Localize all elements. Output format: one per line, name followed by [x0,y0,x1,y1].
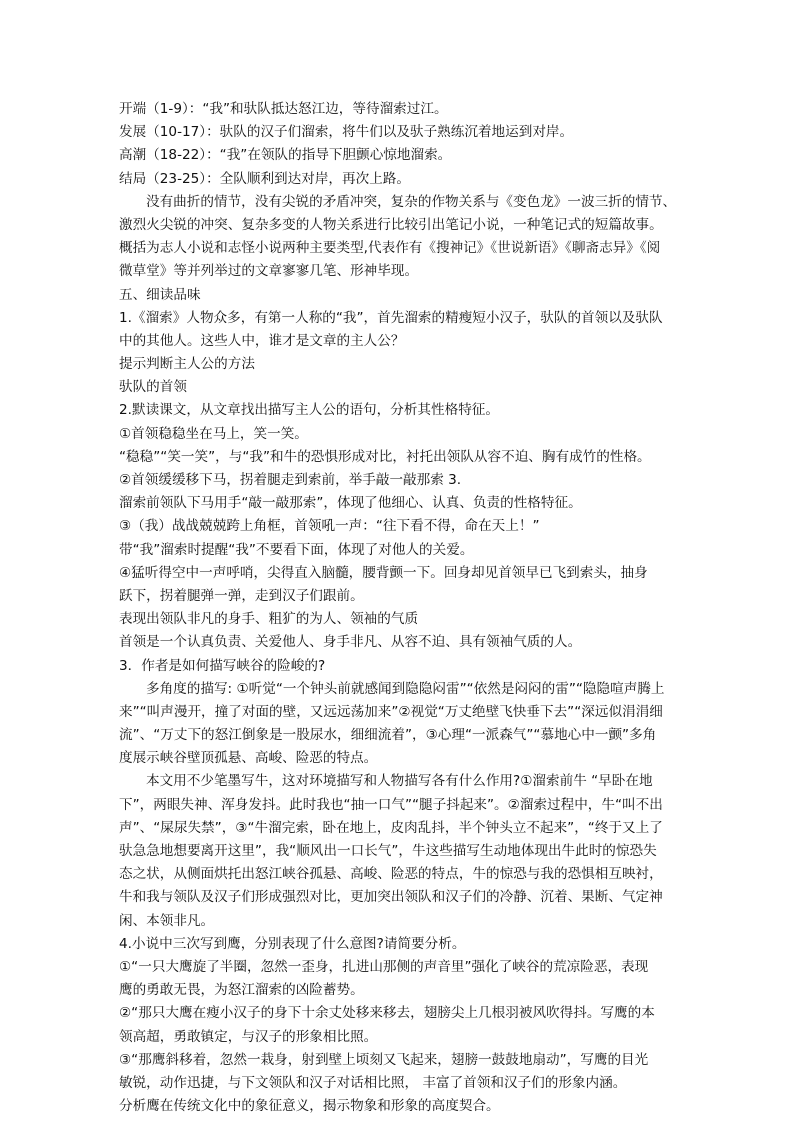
text-line: 发展（10-17）：驮队的汉子们溜索，将牛们以及驮子熟练沉着地运到对岸。 [119,124,574,141]
text-line: 1.《溜索》人物众多，有第一人称的“我”，首先溜索的精瘦短小汉子，驮队的首领以及驮队 [119,309,663,326]
text-line: 下”，两眼失神、浑身发抖。此时我也“抽一口气”“腿子抖起来”。②溜索过程中，牛“叫不出 [119,796,663,813]
text-line: ③（我）战战兢兢跨上角框，首领吼一声：“往下看不得，命在天上！” [119,518,540,535]
text-line: 3．作者是如何描写峡谷的险峻的? [119,657,326,674]
text-line: 领高超，勇敢镇定，与汉子的形象相比照。 [119,1028,378,1045]
text-line: 溜索前领队下马用手“敲一敲那索”，体现了他细心、认真、负责的性格特征。 [119,495,582,512]
text-line: 结局（23-25）：全队顺利到达对岸，再次上路。 [119,170,410,187]
text-line: 敏锐，动作迅捷，与下文领队和汉子对话相比照， 丰富了首领和汉子们的形象内涵。 [119,1074,627,1091]
text-line: 2.默读课文，从文章找出描写主人公的语句，分析其性格特征。 [119,402,499,419]
text-line: 微草堂》等并列举过的文章寥寥几笔、形神毕现。 [119,263,419,280]
text-line: 声”、“屎尿失禁”，③“牛溜完索，卧在地上，皮肉乱抖，半个钟头立不起来”，“终于又上了 [119,819,663,836]
text-line: 鹰的勇敢无畏，为怒江溜索的凶险蓄势。 [119,982,364,999]
text-line: ①“一只大鹰旋了半圈，忽然一歪身，扎进山那侧的声音里”强化了峡谷的荒凉险恶，表现 [119,958,649,975]
text-line: 多角度的描写: ①听觉“一个钟头前就感闻到隐隐闷雷”“依然是闷闷的雷”“隐隐喧声腾上 [146,680,665,697]
text-line: 开端（1-9）：“我”和驮队抵达怒江边，等待溜索过江。 [119,101,448,117]
text-line: 高潮（18-22）：“我”在领队的指导下胆颤心惊地溜索。 [119,147,452,164]
text-line: 中的其他人。这些人中，谁才是文章的主人公？ [119,332,405,349]
text-line: ③“那鹰斜移着，忽然一栽身，射到壁上顷刻又飞起来，翅膀一鼓鼓地扇动”，写鹰的目光 [119,1051,649,1068]
text-line: 没有曲折的情节，没有尖锐的矛盾冲突，复杂的作物关系与《变色龙》一波三折的情节、 [146,193,677,210]
text-line: 表现出领队非凡的身手、粗犷的为人、领袖的气质 [119,611,419,628]
text-line: 跃下，拐着腿弹一弹，走到汉子们跟前。 [119,587,364,604]
text-line: 带“我”溜索时提醒“我”不要看下面，体现了对他人的关爱。 [119,541,474,558]
text-line: 牛和我与领队及汉子们形成强烈对比，更加突出领队和汉子们的冷静、沉着、果断、气定神 [119,889,663,906]
text-line: 驮队的首领 [119,379,187,396]
text-line: “稳稳”“笑一笑”，与“我”和牛的恐惧形成对比，衬托出领队从容不迫、胸有成竹的性格。 [119,448,651,465]
text-line: 五、细读品味 [119,286,201,303]
text-line: 本文用不少笔墨写牛，这对环境描写和人物描写各有什么作用?①溜索前牛 “早卧在地 [146,773,653,790]
text-line: 首领是一个认真负责、关爱他人、身手非凡、从容不迫、具有领袖气质的人。 [119,634,582,651]
text-line: 流”、“万丈下的怒江倒象是一股尿水，细细流着”，③心理“一派森气”“慕地心中一颤”多角 [119,727,657,744]
text-line: ①首领稳稳坐在马上，笑一笑。 [119,425,308,442]
text-line: 来”“叫声漫开，撞了对面的壁，又远远荡加来”②视觉“万丈绝壁飞快垂下去”“深远似涓涓细 [119,703,663,720]
text-line: 提示判断主人公的方法 [119,356,255,373]
text-line: 4.小说中三次写到鹰，分别表现了什么意图?请简要分析。 [119,935,466,952]
text-line: 分析鹰在传统文化中的象征意义，揭示物象和形象的高度契合。 [119,1098,500,1115]
text-line: 闲、本领非凡。 [119,912,215,929]
text-line: 激烈火尖锐的冲突、复杂多变的人物关系进行比较引出笔记小说，一种笔记式的短篇故事。 [119,216,663,233]
text-line: 概括为志人小说和志怪小说两种主要类型,代表作有《搜神记》《世说新语》《聊斋志异》《阅 [119,240,661,257]
document-body [119,98,689,1118]
text-line: ②“那只大鹰在瘦小汉子的身下十余丈处移来移去，翅膀尖上几根羽被风吹得抖。写鹰的本 [119,1005,655,1022]
text-line: ④猛听得空中一声呼哨，尖得直入脑髓，腰背颤一下。回身却见首领早已飞到索头，抽身 [119,564,648,581]
text-line: 度展示峡谷壁顶孤悬、高峻、险恶的特点。 [119,750,378,767]
text-line: 态之状，从侧面烘托出怒江峡谷孤悬、高峻、险恶的特点，牛的惊恐与我的恐惧相互映衬， [119,866,663,883]
text-line: 驮急急地想要离开这里”，我“顺风出一口长气”，牛这些描写生动地体现出牛此时的惊恐失 [119,843,657,859]
text-line: ②首领缓缓移下马，拐着腿走到索前，举手敲一敲那索 3. [119,472,462,488]
